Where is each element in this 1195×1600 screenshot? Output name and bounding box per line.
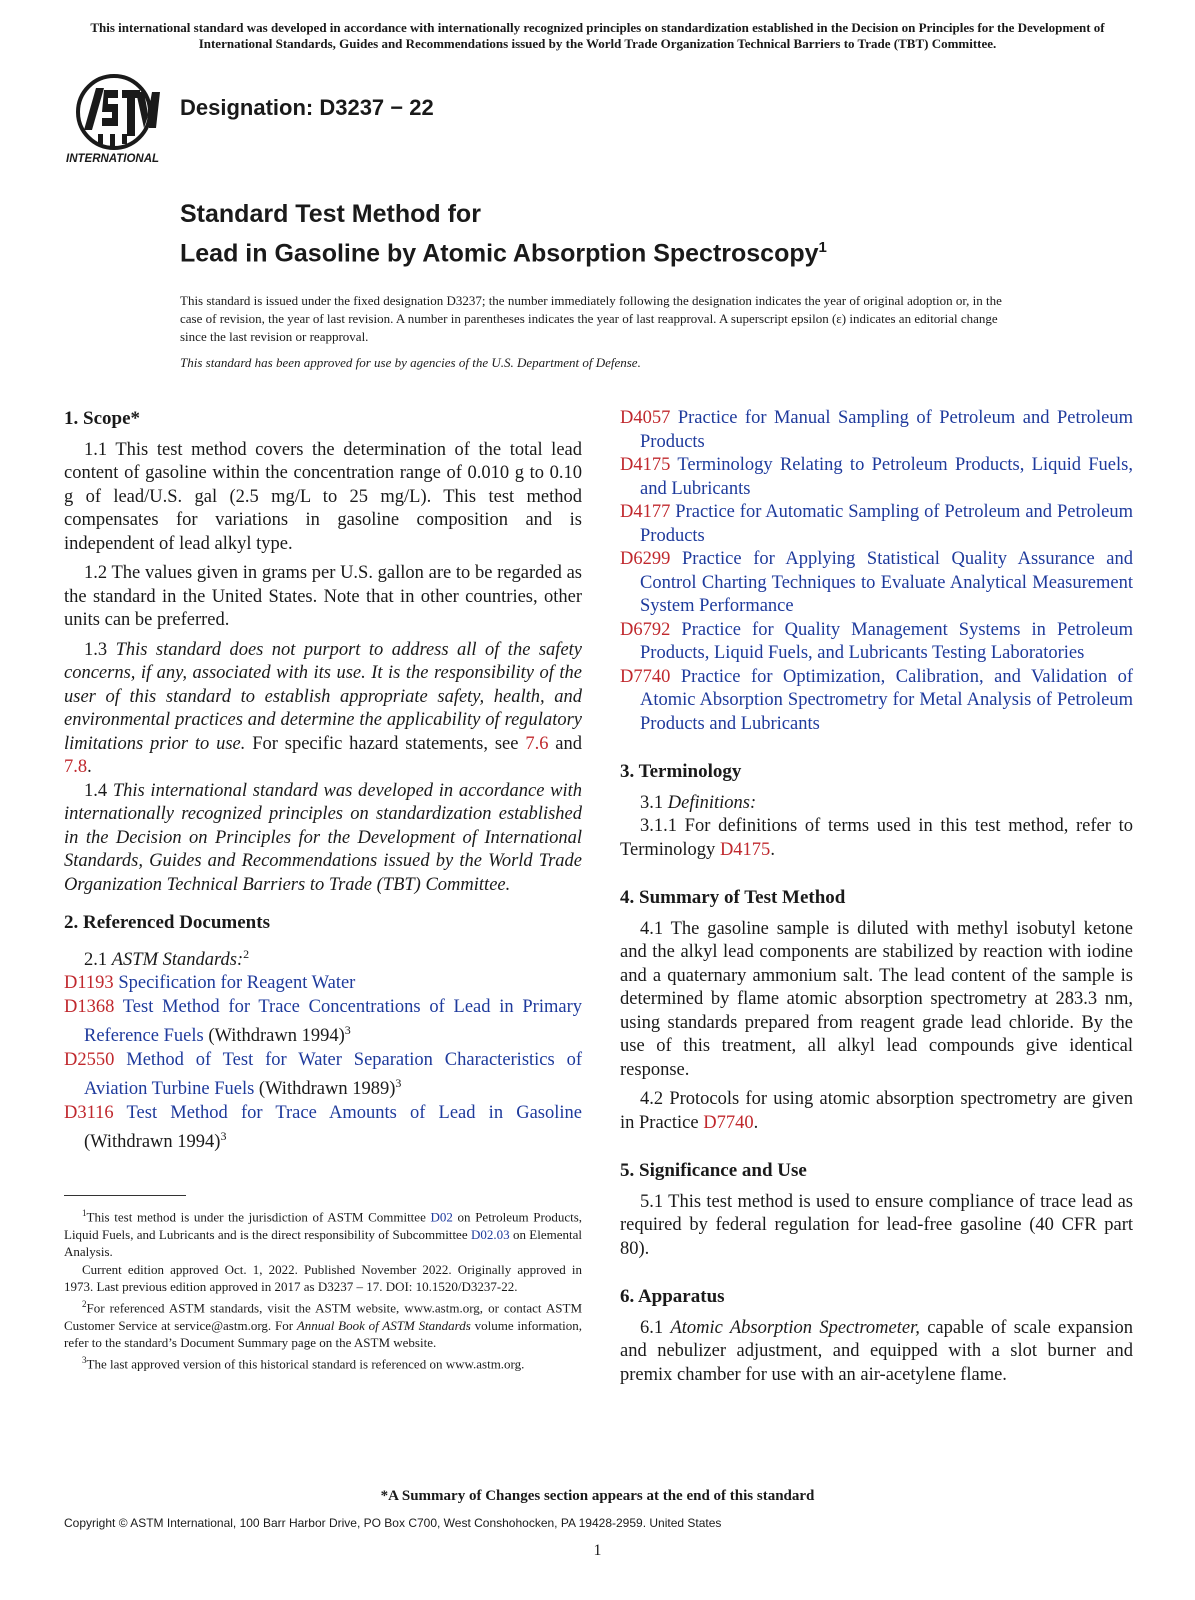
reference-item[interactable]: D4177 Practice for Automatic Sampling of Petroleum and Petroleum Products [620,502,1134,546]
intro-block [180,292,1015,380]
reference-item[interactable]: D6299 Practice for Applying Statistical Quality Assurance and Control Charting Techniques to Evaluate Analytical Measurement System Performance [620,549,1134,616]
para-4-2: 4.2 Protocols for using atomic absorption spectrometry are given in Practice D7740. [620,1089,1133,1133]
copyright: Copyright © ASTM International, 100 Barr Harbor Drive, PO Box C700, West Conshohocken, PA 19428-2959. United States [64,1516,722,1530]
title-line-1: Standard Test Method for [180,200,481,228]
summary-of-changes-note: *A Summary of Changes section appears at the end of this standard [380,1488,815,1504]
para-1-3: 1.3 This standard does not purport to address all of the safety concerns, if any, associated with its use. It is the responsibility of the user of this standard to establish appropriate safety, health, and environmental practices and determine the applicability of regulatory limitations prior to use. For specific hazard statements, see 7.6 and 7.8. [64,639,583,777]
intro-note: This standard is issued under the fixed designation D3237; the number immediately following the designation indicates the year of original adoption or, in the case of revision, the year of last revision. A number in parentheses indicates the year of last reapproval. A superscript epsilon (ε) indicates an editorial change since the last revision or reapproval. [180,293,1002,344]
designation: Designation: D3237 − 22 [180,95,434,120]
left-column [64,407,582,1155]
link-7-8[interactable]: 7.8 [64,757,88,777]
reference-item[interactable]: D4057 Practice for Manual Sampling of Petroleum and Petroleum Products [620,408,1133,452]
reference-item[interactable]: D6792 Practice for Quality Management Systems in Petroleum Products, Liquid Fuels, and Lubricants Testing Laboratories [620,619,1133,663]
reference-item[interactable]: D1193 Specification for Reagent Water [64,973,356,994]
para-5-1: 5.1 This test method is used to ensure compliance of trace lead as required by federal regulation for lead-free gasoline (40 CFR part 80). [620,1191,1133,1259]
section-4-heading: 4. Summary of Test Method [620,887,846,908]
reference-item[interactable]: D2550 Method of Test for Water Separation Characteristics of Aviation Turbine Fuels (Withdrawn 1989)$^3$ [64,1049,583,1100]
page-number: 1 [593,1542,602,1559]
right-column [620,407,1133,1387]
footnote-rule [64,1195,186,1196]
section-1-heading: 1. Scope* [64,408,140,429]
svg-text:INTERNATIONAL: INTERNATIONAL [66,153,160,165]
top-notice: This international standard was developed in accordance with internationally recognized principles on standardization established in the Decision on Principles for the Development of International Standards, Guides and Recommendations issued by the World Trade Organization Technical Barriers to Trade (TBT) Committee. [90,20,1105,51]
reference-item[interactable]: D7740 Practice for Optimization, Calibration, and Validation of Atomic Absorption Spectrometry for Metal Analysis of Petroleum Products and Lubricants [620,666,1134,734]
footnote-3: $^3$The last approved version of this historical standard is referenced on www.astm.org. [82,1354,525,1371]
para-6-1: 6.1 Atomic Absorption Spectrometer, capable of scale expansion and nebulizer adjustment, and equipped with a slot burner and premix chamber for use with an air-acetylene flame. [620,1317,1133,1385]
section-6-heading: 6. Apparatus [620,1286,725,1307]
section-2-heading: 2. Referenced Documents [64,912,270,933]
reference-item[interactable]: D4175 Terminology Relating to Petroleum Products, Liquid Fuels, and Lubricants [620,455,1133,499]
footnote-1-edition: Current edition approved Oct. 1, 2022. Published November 2022. Originally approved in 1973. Last previous edition approved in 2017 as D3237 – 17. DOI: 10.1520/D3237-22. [64,1261,582,1295]
para-1-1: 1.1 This test method covers the determination of the total lead content of gasoline within the concentration range of 0.010 g to 0.10 g of lead/U.S. gal (2.5 mg/L to 25 mg/L). This test method compensates for variations in gasoline composition and is independent of lead alkyl type. [64,439,582,554]
para-4-1: 4.1 The gasoline sample is diluted with methyl isobutyl ketone and the alkyl lead components are stabilized by reaction with iodine and a quaternary ammonium salt. The lead content of the sample is determined by flame atomic absorption spectrometry at 283.3 nm, using standards prepared from reagent grade lead chloride. By the use of this treatment, all alkyl lead compounds give identical response. [620,918,1133,1080]
reference-item[interactable]: D3116 Test Method for Trace Amounts of Lead in Gasoline (Withdrawn 1994)$^3$ [64,1102,582,1153]
link-d4175[interactable]: D4175 [719,839,771,860]
dod-note: This standard has been approved for use by agencies of the U.S. Department of Defense. [180,355,641,370]
link-d02-03[interactable]: D02.03 [470,1226,510,1242]
para-3-1: 3.1 Definitions: [640,792,757,813]
para-1-2: 1.2 The values given in grams per U.S. gallon are to be regarded as the standard in the United States. Note that in other countries, other units can be preferred. [64,563,582,630]
section-5-heading: 5. Significance and Use [620,1160,807,1181]
para-3-1-1: 3.1.1 For definitions of terms used in this test method, refer to Terminology D4175. [620,816,1133,860]
para-2-1: 2.1 ASTM Standards:$^2$ [84,946,250,970]
astm-logo [64,70,168,166]
para-1-4: 1.4 This international standard was developed in accordance with internationally recognized principles on standardization established in the Decision on Principles for the Development of International Standards, Guides and Recommendations issued by the World Trade Organization Technical Barriers to Trade (TBT) Committee. [64,780,583,895]
link-7-6[interactable]: 7.6 [525,733,549,754]
document-title [180,198,827,270]
footnote-1: $^1$This test method is under the jurisdiction of ASTM Committee D02 on Petroleum Products, Liquid Fuels, and Lubricants and is the direct responsibility of Subcommittee D02.03 on Elemental Analysis. [64,1208,583,1260]
link-d02[interactable]: D02 [430,1209,453,1225]
footnote-2: $^2$For referenced ASTM standards, visit the ASTM website, www.astm.org, or contact ASTM Customer Service at service@astm.org. For Annual Book of ASTM Standards volume information, refer to the standard’s Document Summary page on the ASTM website. [64,1298,583,1351]
link-d7740[interactable]: D7740 [703,1112,754,1133]
reference-item[interactable]: D1368 Test Method for Trace Concentrations of Lead in Primary Reference Fuels (Withdrawn 1994)$^3$ [64,996,582,1047]
footnotes [64,1205,582,1372]
section-3-heading: 3. Terminology [620,761,742,782]
title-line-2: Lead in Gasoline by Atomic Absorption Spectroscopy$^1$ [180,239,827,268]
